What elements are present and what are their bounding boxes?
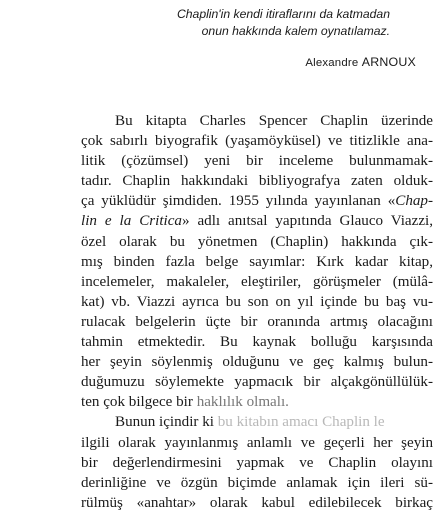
epigraph-attribution [0,55,416,69]
text-run: » adlı anıtsal yapıtında Glauco Viazzi, [181,213,433,230]
text-run: Bunun içindir ki [115,414,218,431]
text-line: her şeyin söylenmiş olduğunu ve geç kalmış bulun- [81,354,433,371]
faded-text: bu kitabın amacı Chaplin le [217,414,385,431]
text-line: bir değerlendirmesini yapmak ve Chaplin olayını [81,454,433,471]
italic-title: lin e la Critica [81,213,182,230]
italic-title: Chap- [395,193,433,210]
text-line: incelemeler, makaleler, eleştiriler, görüşmeler (mülâ- [81,273,433,290]
text-line: ilgili olarak yayınlanmış anlamlı ve geçerli her şeyin [81,434,433,451]
text-line: derinliğine ve özgün biçimde anlamak için ileri sü- [81,474,433,491]
text-line: çok sabırlı biyografik (yaşamöyküsel) ve titizlikle ana- [81,133,433,150]
text-run: ten çok bilgece bir [81,394,197,411]
text-run: ça yüklüdür şimdiden. 1955 yılında yayınlanan « [81,193,396,210]
text-line: litik (çözümsel) yeni bir inceleme bulunmamak- [81,153,433,170]
text-line: özel olarak bu yönetmen (Chaplin) hakkında çık- [81,233,433,250]
text-line: duğumuzu söylemekte yapmacık bir alçakgönüllülük- [81,374,433,391]
text-line: rulacak belgelerin üçte bir oranında artmış olacağını [81,313,433,330]
text-line [81,191,433,211]
text-line [81,392,433,412]
text-line: tadır. Chaplin hakkındaki bibliyografya zaten olduk- [81,173,433,190]
faded-text: haklılık olmalı. [196,394,289,411]
author-given-name: Alexandre [305,57,359,69]
text-line: Bu kitapta Charles Spencer Chaplin üzerinde [115,113,433,129]
body-text [81,111,433,513]
author-surname: ARNOUX [361,55,416,69]
text-line: kat) vb. Viazzi ayrıca bu son on yıl içinde bu baş vu- [81,293,433,310]
epigraph-quote [0,6,390,40]
text-line: mış binden fazla belge sayımlar: Kırk kadar kitap, [81,253,433,270]
epigraph-line: Chaplin'in kendi itiraflarını da katmadan [176,7,390,21]
text-line: tahmin etmektedir. Bu kaynak bolluğu karşısında [81,334,433,351]
epigraph-line: onun hakkında kalem oynatılamaz. [201,24,390,38]
text-line [81,412,433,432]
text-line [81,211,433,231]
text-line: rülmüş «anahtar» olarak kabul edilebilecek birkaç [81,494,433,511]
